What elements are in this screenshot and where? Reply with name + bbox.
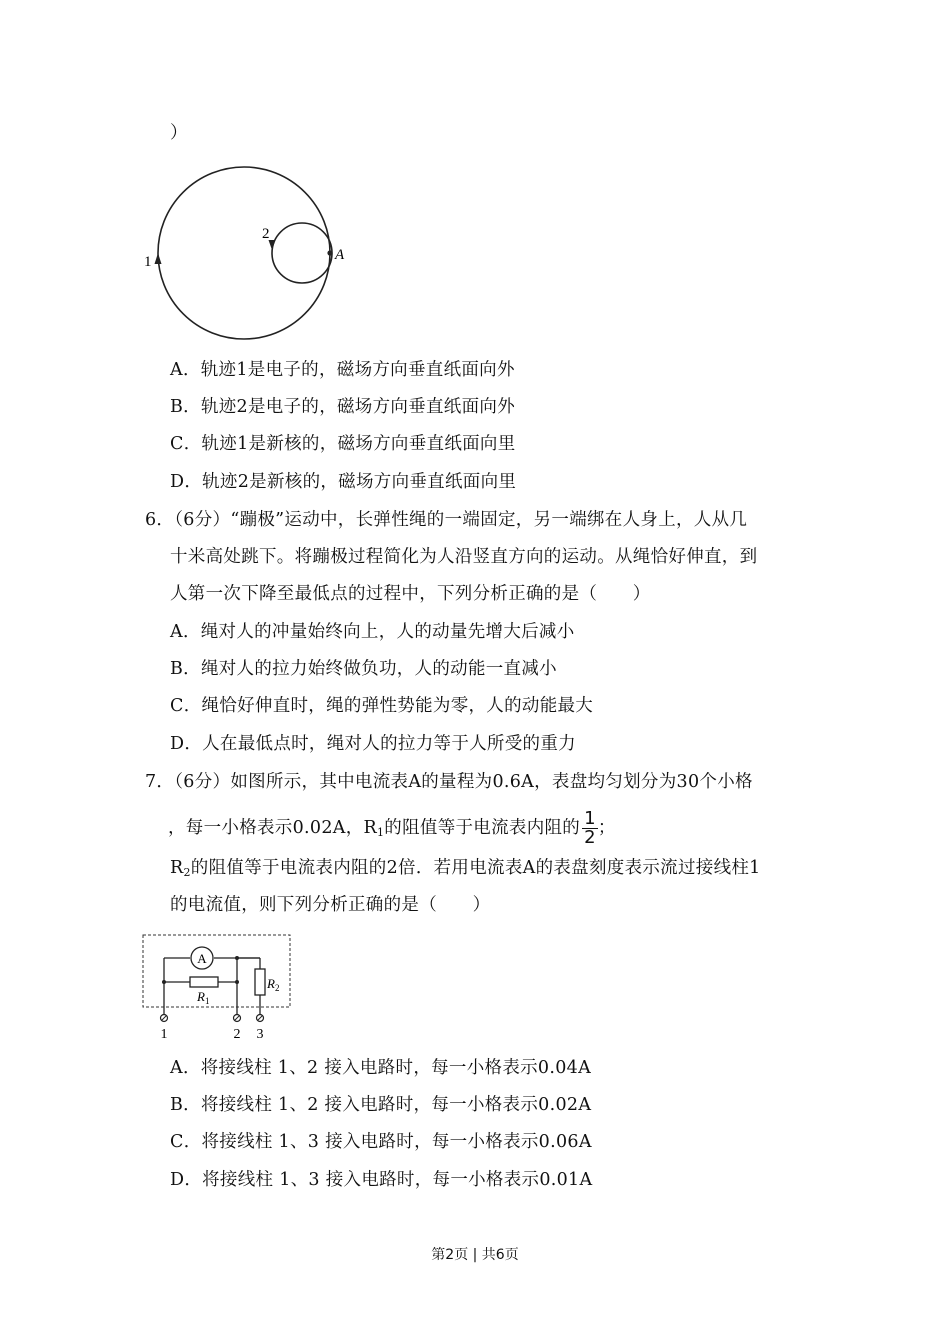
fraction-one-half: $\frac{1}{2}$ [584,808,596,848]
arrow-1-icon [155,253,162,264]
q7-option-d: D．将接线柱 1、3 接入电路时，每一小格表示0.01A [170,1170,593,1190]
terminal-2-label: 2 [233,1027,241,1042]
r1-label: $R_1$ [197,989,210,1006]
q7-stem-line-1: 7．（6分）如图所示，其中电流表A的量程为0.6A，表盘均匀划分为30个小格 [145,772,753,792]
q5-option-c: C．轨迹1是新核的，磁场方向垂直纸面向里 [170,434,516,454]
r2-label: $R_2$ [267,976,280,993]
label-a: A [335,247,345,263]
arrow-2-icon [269,240,276,250]
trajectory-2-circle [272,223,332,283]
dashed-border [143,935,290,1007]
label-2: 2 [262,226,270,242]
q7-line2-text-b: 的阻值等于电流表内阻的 [384,818,581,838]
q5-option-a: A．轨迹1是电子的，磁场方向垂直纸面向外 [170,360,515,380]
q7-option-c: C．将接线柱 1、3 接入电路时，每一小格表示0.06A [170,1132,592,1152]
point-a-dot [327,250,332,255]
q7-stem-line-4: 的电流值，则下列分析正确的是（ ） [170,895,491,915]
q7-line2-end: ； [597,818,616,838]
q6-option-d: D．人在最低点时，绳对人的拉力等于人所受的重力 [170,734,576,754]
q6-option-c: C．绳恰好伸直时，绳的弹性势能为零，人的动能最大 [170,696,594,716]
q6-option-b: B．绳对人的拉力始终做负功，人的动能一直减小 [170,659,557,679]
trajectory-1-circle [158,167,330,339]
q7-option-a: A．将接线柱 1、2 接入电路时，每一小格表示0.04A [170,1058,592,1078]
terminal-3-label: 3 [256,1027,264,1042]
resistor-r1 [190,977,218,987]
terminal-1-label: 1 [160,1027,168,1042]
resistor-r2 [255,969,265,995]
q7-option-b: B．将接线柱 1、2 接入电路时，每一小格表示0.02A [170,1095,592,1115]
q5-paren-tail: ） [170,123,188,143]
label-1: 1 [144,254,152,270]
q5-option-d: D．轨迹2是新核的，磁场方向垂直纸面向里 [170,472,517,492]
q7-circuit-figure [140,932,295,1044]
page-footer: 第2页 | 共6页 [431,1247,519,1263]
q6-option-a: A．绳对人的冲量始终向上，人的动量先增大后减小 [170,622,575,642]
ammeter-label: A [197,951,207,966]
q7-stem-line-3: $R_2$的阻值等于电流表内阻的2倍．若用电流表A的表盘刻度表示流过接线柱1 [170,858,761,879]
q7-stem-line-2 [168,810,616,847]
q7-line2-text-a: ，每一小格表示0.02A，R [168,818,377,838]
q7-line2-sub: 1 [376,826,385,839]
q6-stem-line-3: 人第一次下降至最低点的过程中，下列分析正确的是（ ） [170,584,651,604]
q5-option-b: B．轨迹2是电子的，磁场方向垂直纸面向外 [170,397,515,417]
q5-trajectory-figure [138,160,348,345]
q6-stem-line-1: 6．（6分）“蹦极”运动中，长弹性绳的一端固定，另一端绑在人身上，人从几 [145,510,748,530]
q6-stem-line-2: 十米高处跳下。将蹦极过程简化为人沿竖直方向的运动。从绳恰好伸直，到 [170,547,758,567]
